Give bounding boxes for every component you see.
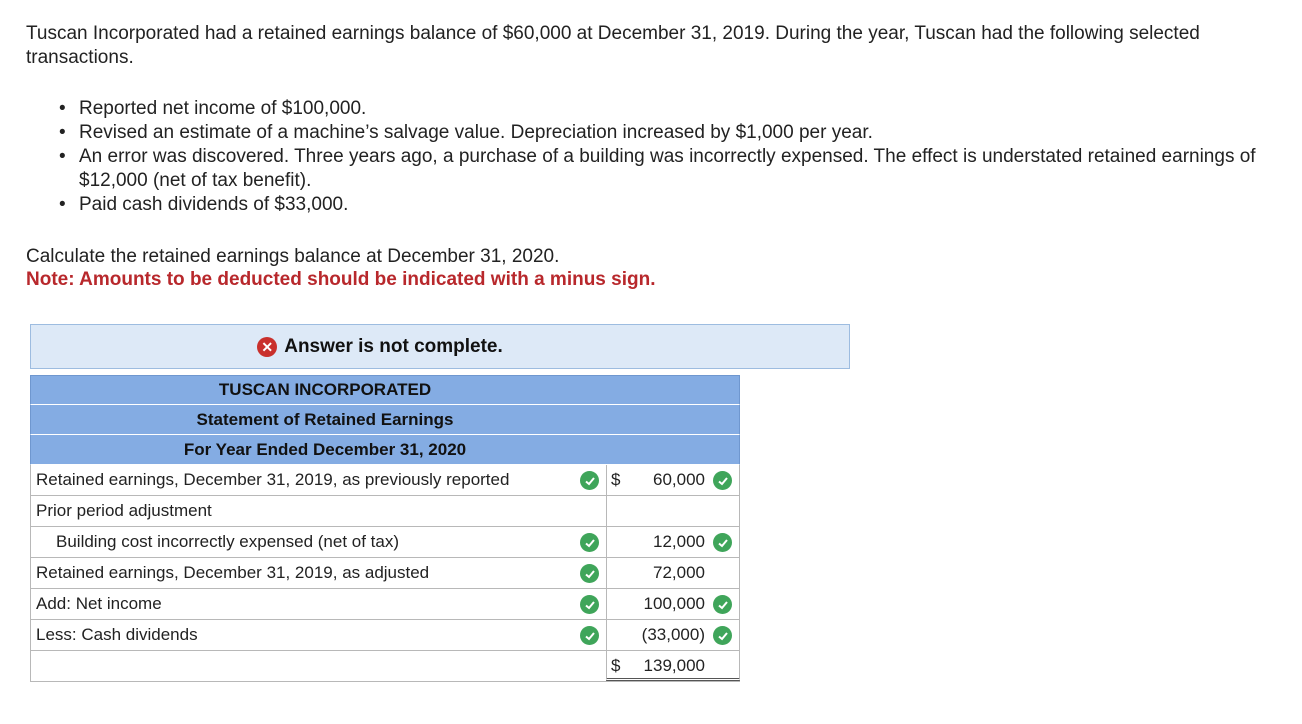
row-label: Add: Net income bbox=[36, 594, 162, 613]
check-icon bbox=[580, 626, 599, 645]
check-icon bbox=[580, 564, 599, 583]
note-text: Note: Amounts to be deducted should be indicated with a minus sign. bbox=[26, 269, 656, 290]
amount-value: 12,000 bbox=[653, 532, 705, 551]
label-cell[interactable] bbox=[30, 558, 606, 588]
amount-value: (33,000) bbox=[641, 625, 705, 644]
row-label: Building cost incorrectly expensed (net of tax) bbox=[56, 532, 400, 551]
transaction-list bbox=[54, 97, 1284, 217]
problem-intro: Tuscan Incorporated had a retained earnings balance of $60,000 at December 31, 2019. During the year, Tuscan had the following selected transactions. bbox=[26, 23, 1200, 68]
row-label: Prior period adjustment bbox=[36, 501, 212, 520]
check-icon bbox=[713, 533, 732, 552]
table-row bbox=[30, 589, 740, 620]
statement-period: For Year Ended December 31, 2020 bbox=[30, 435, 740, 465]
amount-cell bbox=[606, 558, 740, 588]
amount-value: 139,000 bbox=[643, 656, 705, 675]
check-icon bbox=[713, 595, 732, 614]
check-icon bbox=[580, 471, 599, 490]
label-cell[interactable] bbox=[30, 620, 606, 650]
question-text: Calculate the retained earnings balance at December 31, 2020. bbox=[26, 246, 560, 267]
table-row bbox=[30, 496, 740, 527]
list-item: • Paid cash dividends of $33,000. bbox=[59, 194, 349, 215]
table-row bbox=[30, 558, 740, 589]
retained-earnings-statement bbox=[30, 375, 740, 682]
label-cell bbox=[30, 651, 606, 681]
label-cell[interactable] bbox=[30, 496, 606, 526]
check-icon bbox=[713, 471, 732, 490]
list-item: • Reported net income of $100,000. bbox=[59, 98, 367, 119]
dollar-sign: $ bbox=[611, 656, 621, 675]
list-item: • Revised an estimate of a machine’s salvage value. Depreciation increased by $1,000 per year. bbox=[59, 122, 873, 143]
label-cell[interactable] bbox=[30, 465, 606, 495]
row-label: Retained earnings, December 31, 2019, as adjusted bbox=[36, 563, 430, 582]
check-icon bbox=[580, 595, 599, 614]
check-icon bbox=[713, 626, 732, 645]
label-cell[interactable] bbox=[30, 589, 606, 619]
answer-status-banner bbox=[30, 324, 850, 369]
row-label: Retained earnings, December 31, 2019, as previously reported bbox=[36, 470, 510, 489]
check-icon bbox=[580, 533, 599, 552]
amount-value: 60,000 bbox=[653, 470, 705, 489]
amount-cell[interactable] bbox=[606, 496, 740, 526]
amount-value: 100,000 bbox=[643, 594, 705, 613]
table-row bbox=[30, 620, 740, 651]
amount-cell bbox=[606, 651, 740, 681]
statement-title: Statement of Retained Earnings bbox=[30, 405, 740, 435]
label-cell[interactable] bbox=[30, 527, 606, 557]
x-circle-icon: ✕ bbox=[257, 337, 277, 357]
row-label: Less: Cash dividends bbox=[36, 625, 198, 644]
list-item: • An error was discovered. Three years ago, a purchase of a building was incorrectly expensed. The effect is understated retained earnings of $12,000 (net of tax benefit). bbox=[59, 146, 1256, 191]
dollar-sign: $ bbox=[611, 470, 621, 489]
statement-company: TUSCAN INCORPORATED bbox=[30, 375, 740, 405]
answer-status-text: Answer is not complete. bbox=[284, 335, 503, 357]
amount-value: 72,000 bbox=[653, 563, 705, 582]
table-row bbox=[30, 527, 740, 558]
table-row bbox=[30, 651, 740, 682]
table-row bbox=[30, 465, 740, 496]
